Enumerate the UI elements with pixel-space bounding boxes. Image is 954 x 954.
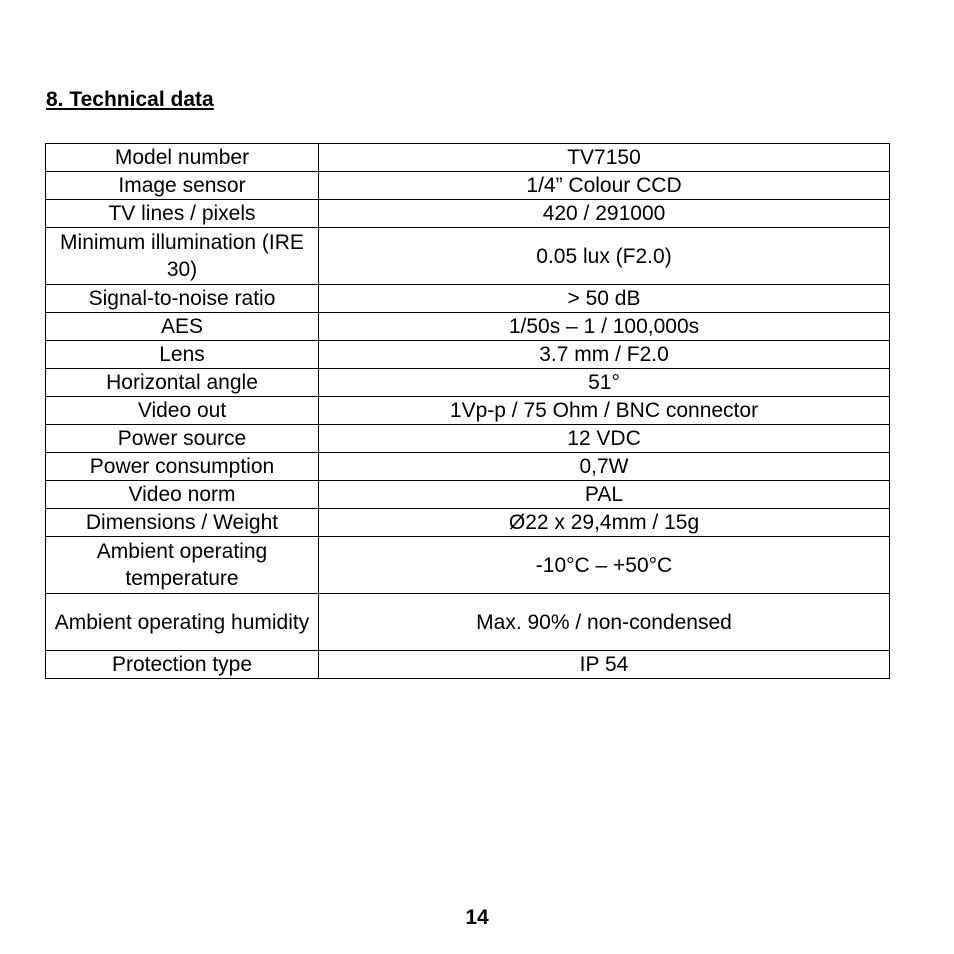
table-row	[46, 481, 890, 509]
table-row	[46, 397, 890, 425]
spec-label: Horizontal angle	[46, 369, 319, 397]
section-heading: 8. Technical data	[46, 88, 214, 111]
table-row	[46, 313, 890, 341]
table-row	[46, 651, 890, 679]
table-row	[46, 172, 890, 200]
spec-label: Signal-to-noise ratio	[46, 285, 319, 313]
spec-value: PAL	[319, 481, 890, 509]
spec-value: 12 VDC	[319, 425, 890, 453]
spec-label: Protection type	[46, 651, 319, 679]
table-row	[46, 425, 890, 453]
spec-label: Video norm	[46, 481, 319, 509]
table-row	[46, 509, 890, 537]
spec-label: Model number	[46, 144, 319, 172]
spec-value: 3.7 mm / F2.0	[319, 341, 890, 369]
spec-value: Ø22 x 29,4mm / 15g	[319, 509, 890, 537]
spec-value: 1/50s – 1 / 100,000s	[319, 313, 890, 341]
table-row	[46, 144, 890, 172]
spec-label: AES	[46, 313, 319, 341]
spec-value: 420 / 291000	[319, 200, 890, 228]
spec-label: TV lines / pixels	[46, 200, 319, 228]
spec-value: 1/4” Colour CCD	[319, 172, 890, 200]
spec-label: Power source	[46, 425, 319, 453]
table-row	[46, 285, 890, 313]
spec-label: Power consumption	[46, 453, 319, 481]
spec-value: 0,7W	[319, 453, 890, 481]
table-row	[46, 228, 890, 285]
spec-value: 0.05 lux (F2.0)	[319, 228, 890, 285]
spec-label: Minimum illumination (IRE 30)	[46, 228, 319, 285]
spec-label: Video out	[46, 397, 319, 425]
spec-label: Dimensions / Weight	[46, 509, 319, 537]
spec-value: IP 54	[319, 651, 890, 679]
spec-value: Max. 90% / non-condensed	[319, 594, 890, 651]
table-row	[46, 537, 890, 594]
spec-value: -10°C – +50°C	[319, 537, 890, 594]
spec-label: Ambient operating temperature	[46, 537, 319, 594]
spec-value: 1Vp-p / 75 Ohm / BNC connector	[319, 397, 890, 425]
spec-label: Image sensor	[46, 172, 319, 200]
table-row	[46, 594, 890, 651]
spec-label: Lens	[46, 341, 319, 369]
spec-value: 51°	[319, 369, 890, 397]
spec-label: Ambient operating humidity	[46, 594, 319, 651]
table-row	[46, 341, 890, 369]
table-row	[46, 369, 890, 397]
spec-value: TV7150	[319, 144, 890, 172]
spec-value: > 50 dB	[319, 285, 890, 313]
table-row	[46, 453, 890, 481]
page-number: 14	[465, 906, 489, 929]
technical-data-table	[45, 143, 890, 679]
table-row	[46, 200, 890, 228]
